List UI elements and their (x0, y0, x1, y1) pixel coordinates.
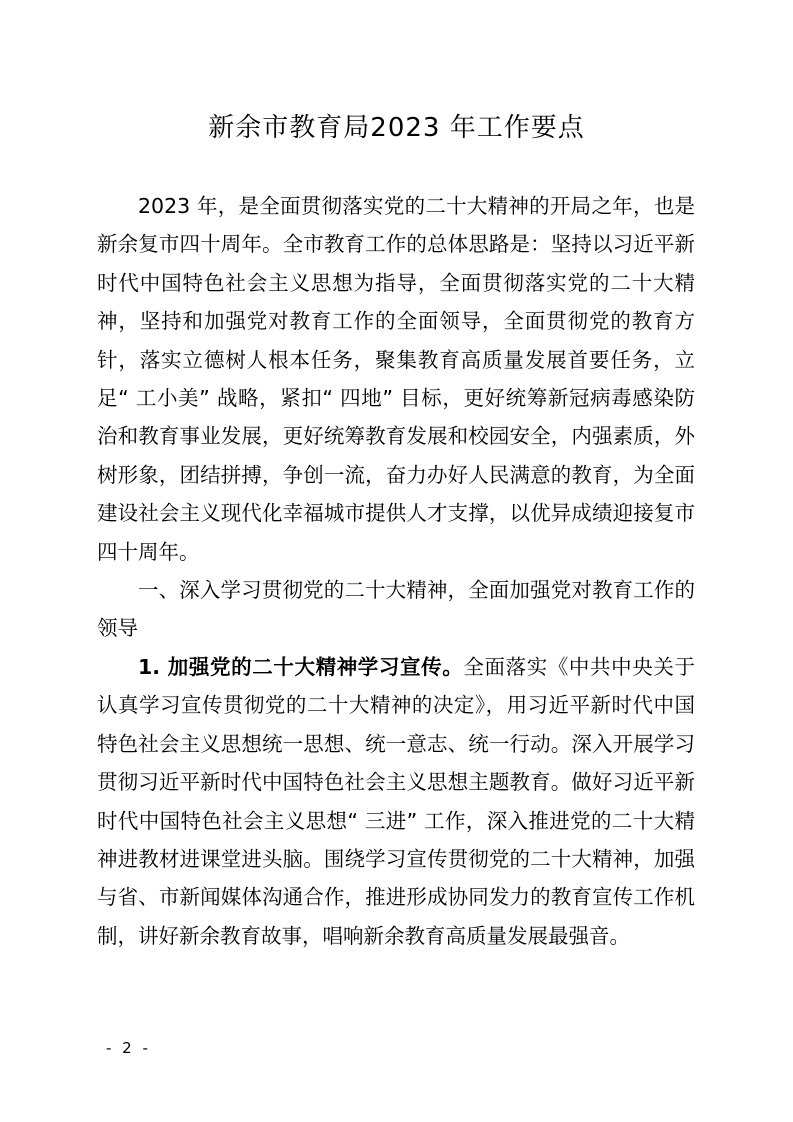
item-1-lead: 1. 加强党的二十大精神学习宣传。 (138, 654, 464, 679)
item-1-text: 全面落实《中共中央关于认真学习宣传贯彻党的二十大精神的决定》，用习近平新时代中国特色社会主义思想统一思想、统一意志、统一行动。深入开展学习贯彻习近平新时代中国特色社会主义思想主题教育。做好习近平新时代中国特色社会主义思想“ 三进” 工作，深入推进党的二十大精神进教材进课堂进头脑。围绕学习宣传贯彻党的二十大精神，加强与省、市新闻媒体沟通合作，推进形成协同发力的教育宣传工作机制，讲好新余教育故事，唱响新余教育高质量发展最强音。 (97, 654, 695, 948)
document-title: 新余市教育局2023 年工作要点 (208, 113, 585, 143)
page-number: - 2 - (106, 1039, 151, 1057)
document-body (97, 187, 695, 955)
item-1-paragraph (97, 648, 695, 955)
intro-paragraph: 2023 年，是全面贯彻落实党的二十大精神的开局之年，也是新余复市四十周年。全市教育工作的总体思路是：坚持以习近平新时代中国特色社会主义思想为指导，全面贯彻落实党的二十大精神，坚持和加强党对教育工作的全面领导，全面贯彻党的教育方针，落实立德树人根本任务，聚集教育高质量发展首要任务，立足“ 工小美” 战略，紧扣“ 四地” 目标，更好统筹新冠病毒感染防治和教育事业发展，更好统筹教育发展和校园安全，内强素质，外树形象，团结拼搏，争创一流，奋力办好人民满意的教育，为全面建设社会主义现代化幸福城市提供人才支撑，以优异成绩迎接复市四十周年。 (97, 194, 695, 564)
section-heading-1: 一、深入学习贯彻党的二十大精神，全面加强党对教育工作的领导 (97, 578, 695, 641)
